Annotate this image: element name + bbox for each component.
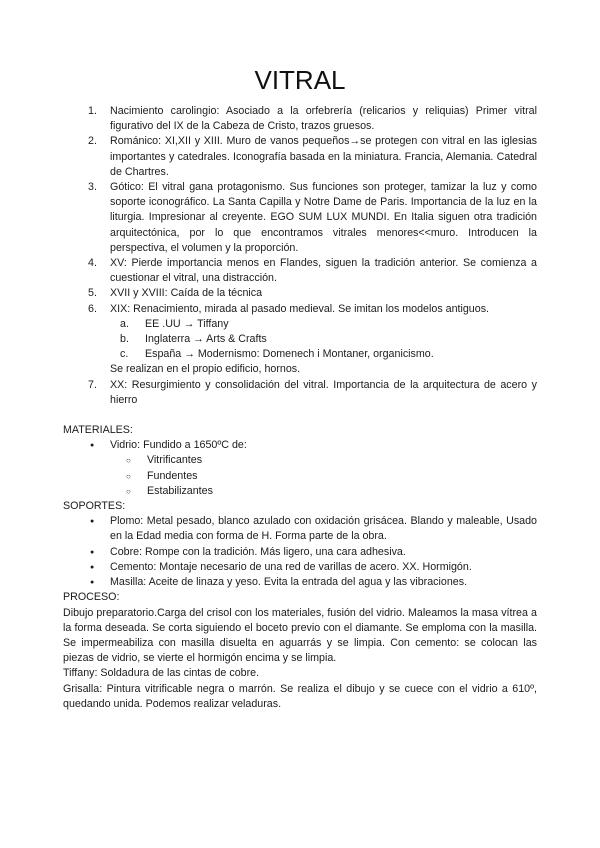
numbered-item-4 xyxy=(63,256,537,286)
list-letter: c. xyxy=(120,348,129,361)
bullet-cobre xyxy=(63,545,537,560)
bullet-disc-icon: ● xyxy=(90,563,95,571)
list-number: 2. xyxy=(88,135,97,148)
numbered-item-2 xyxy=(63,134,537,180)
sub-bullet-vitrificantes xyxy=(63,453,537,468)
proceso-paragraph: Dibujo preparatorio.Carga del crisol con los materiales, fusión del vidrio. Maleamos la masa vítrea a la forma deseada. Se corta siguiendo el boceto previo con el diamante. Se emploma con la masilla. Se impermeabiliza con masilla disuelta en aguarrás y se limpia. Con cemento: se colocan las piezas de vidrio, se vierte el hormigón encima y se limpia. xyxy=(63,606,537,665)
numbered-item-2-text: Románico: XI,XII y XIII. Muro de vanos pequeños→se protegen con vitral en las iglesias importantes y catedrales. Iconografía basada en la miniatura. Francia, Alemania. Catedral de Chartres. xyxy=(110,135,537,178)
bullet-vidrio-text: Vidrio: Fundido a 1650ºC de: xyxy=(110,439,247,452)
numbered-item-6-text: XIX: Renacimiento, mirada al pasado medieval. Se imitan los modelos antiguos. xyxy=(110,302,490,315)
list-number: 6. xyxy=(88,302,97,315)
sub-bullet-estabilizantes xyxy=(63,484,537,499)
numbered-item-1-text: Nacimiento carolingio: Asociado a la orfebrería (relicarios y reliquias) Primer vitral figurativo del IX de la Cabeza de Cristo, trazos gruesos. xyxy=(110,105,537,133)
lettered-item-a-text: EE .UU → Tiffany xyxy=(145,317,229,330)
bullet-masilla xyxy=(63,575,537,590)
lettered-item-b xyxy=(63,332,537,347)
section-heading-materiales: MATERIALES: xyxy=(63,424,133,437)
bullet-vidrio xyxy=(63,438,537,453)
sub-bullet-estabilizantes-text: Estabilizantes xyxy=(147,484,213,497)
numbered-item-5 xyxy=(63,286,537,301)
lettered-item-c xyxy=(63,347,537,362)
numbered-item-3-text: Gótico: El vitral gana protagonismo. Sus funciones son proteger, tamizar la luz y como soporte iconográfico. La Santa Capilla y Notre Dame de Paris. Importancia de la luz en la liturgia. Impresionar al creyente. EGO SUM LUX MUNDI. En Italia siguen otra tradición arquitectónica, por lo que encontramos vitrales menores<<muro. Introducen la perspectiva, el volumen y la proporción. xyxy=(110,181,537,254)
bullet-plomo xyxy=(63,514,537,544)
item-6-continuation: Se realizan en el propio edificio, hornos. xyxy=(110,363,301,376)
numbered-item-1 xyxy=(63,104,537,134)
bullet-masilla-text: Masilla: Aceite de linaza y yeso. Evita la entrada del agua y las vibraciones. xyxy=(110,576,468,589)
sub-bullet-fundentes xyxy=(63,469,537,484)
tiffany-paragraph: Tiffany: Soldadura de las cintas de cobre. xyxy=(63,667,260,680)
lettered-item-c-text: España → Modernismo: Domenech i Montaner, organicismo. xyxy=(145,348,434,361)
bullet-disc-icon: ● xyxy=(90,579,95,587)
numbered-item-6 xyxy=(63,302,537,317)
document-body xyxy=(63,104,537,712)
lettered-item-a xyxy=(63,317,537,332)
sub-bullet-fundentes-text: Fundentes xyxy=(147,469,198,482)
bullet-plomo-text: Plomo: Metal pesado, blanco azulado con oxidación grisácea. Blando y maleable, Usado en la Edad media con forma de H. Forma parte de la obra. xyxy=(110,515,537,543)
list-number: 1. xyxy=(88,105,97,117)
bullet-circle-icon: ○ xyxy=(126,456,131,466)
bullet-disc-icon: ● xyxy=(90,518,95,526)
list-number: 3. xyxy=(88,181,97,194)
bullet-cobre-text: Cobre: Rompe con la tradición. Más ligero, una cara adhesiva. xyxy=(110,545,406,558)
list-letter: b. xyxy=(120,333,129,346)
bullet-cemento xyxy=(63,560,537,575)
list-letter: a. xyxy=(120,317,129,330)
list-number: 5. xyxy=(88,287,97,300)
numbered-item-5-text: XVII y XVIII: Caída de la técnica xyxy=(110,287,263,300)
grisalla-paragraph: Grisalla: Pintura vitrificable negra o marrón. Se realiza el dibujo y se cuece con el vidrio a 610º, quedando unida. Podemos realizar veladuras. xyxy=(63,682,537,710)
bullet-disc-icon: ● xyxy=(90,548,95,556)
section-heading-soportes: SOPORTES: xyxy=(63,500,126,513)
numbered-item-7-text: XX: Resurgimiento y consolidación del vitral. Importancia de la arquitectura de acero y hierro xyxy=(110,378,537,406)
lettered-item-b-text: Inglaterra → Arts & Crafts xyxy=(145,333,267,346)
list-number: 4. xyxy=(88,257,97,270)
section-heading-proceso: PROCESO: xyxy=(63,591,120,604)
numbered-item-7 xyxy=(63,378,537,408)
bullet-circle-icon: ○ xyxy=(126,486,131,496)
list-number: 7. xyxy=(88,378,97,391)
document-title: VITRAL xyxy=(254,65,346,95)
numbered-item-4-text: XV: Pierde importancia menos en Flandes, siguen la tradición anterior. Se comienza a cuestionar el vitral, una distracción. xyxy=(110,257,537,285)
bullet-cemento-text: Cemento: Montaje necesario de una red de varillas de acero. XX. Hormigón. xyxy=(110,560,472,573)
sub-bullet-vitrificantes-text: Vitrificantes xyxy=(147,454,203,467)
bullet-disc-icon: ● xyxy=(90,442,95,450)
numbered-item-3 xyxy=(63,180,537,256)
bullet-circle-icon: ○ xyxy=(126,471,131,481)
